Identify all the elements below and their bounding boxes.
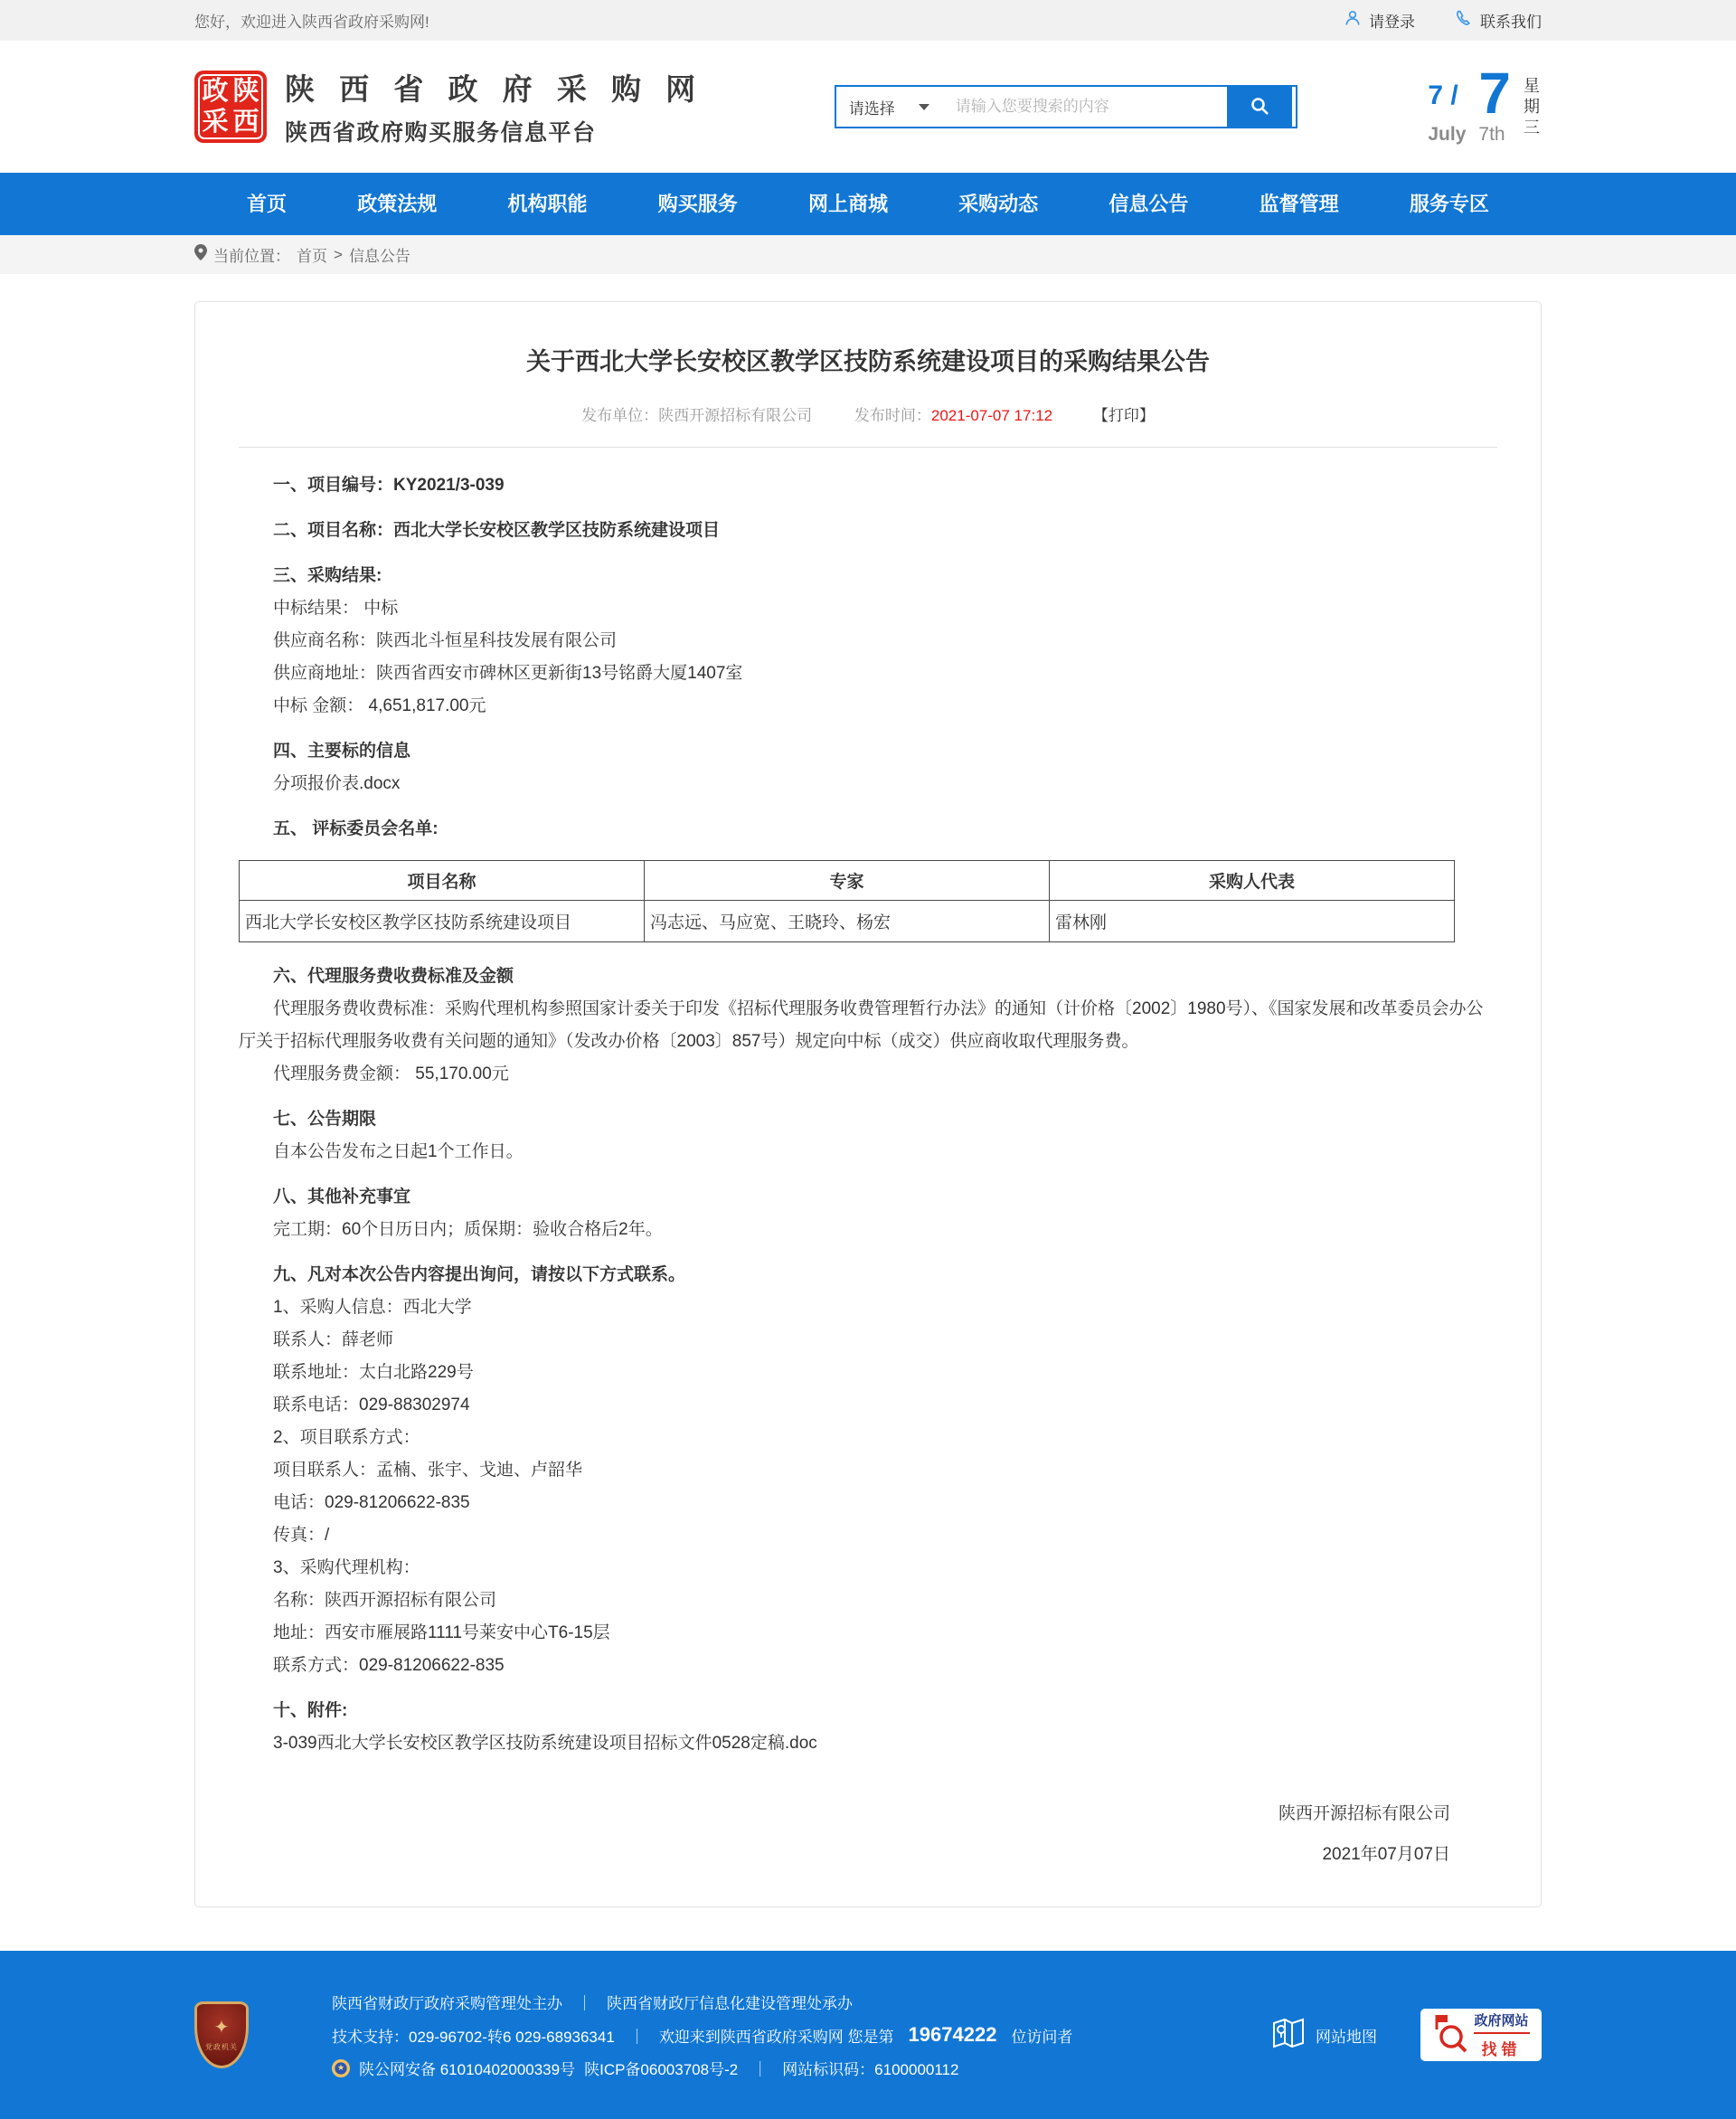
site-subtitle: 陕西省政府购买服务信息平台 bbox=[285, 120, 597, 146]
police-badge-icon: ★ bbox=[332, 2059, 350, 2077]
body-line: 联系电话：029-88302974 bbox=[273, 1395, 470, 1414]
date-day-number: 7 bbox=[1478, 61, 1511, 126]
logo-seal bbox=[194, 71, 267, 143]
login-link[interactable] bbox=[1344, 9, 1415, 32]
body-line: 自本公告发布之日起1个工作日。 bbox=[273, 1142, 524, 1161]
signature-company: 陕西开源招标有限公司 bbox=[1278, 1804, 1450, 1823]
nav-item-online-mall[interactable]: 网上商城 bbox=[807, 193, 888, 215]
article-body bbox=[239, 469, 1497, 1760]
cell-project-name: 西北大学长安校区教学区技防系统建设项目 bbox=[240, 901, 645, 942]
seal-char: 西 bbox=[232, 108, 259, 137]
login-label: 请登录 bbox=[1369, 14, 1415, 31]
footer-welcome-suffix: 位访问者 bbox=[1011, 2028, 1073, 2046]
search-input[interactable] bbox=[943, 89, 1227, 125]
print-button[interactable]: 【打印】 bbox=[1092, 407, 1155, 424]
site-footer bbox=[0, 1951, 1736, 2119]
search-select-label: 请选择 bbox=[848, 99, 895, 118]
topbar bbox=[0, 0, 1736, 41]
breadcrumb-label: 当前位置： bbox=[213, 248, 290, 265]
page-title: 关于西北大学长安校区教学区技防系统建设项目的采购结果公告 bbox=[526, 348, 1210, 375]
breadcrumb-separator: > bbox=[334, 245, 343, 263]
nav-item-announcements[interactable]: 信息公告 bbox=[1109, 193, 1189, 215]
publisher-label: 发布单位： bbox=[581, 407, 659, 424]
body-line: 2、项目联系方式： bbox=[273, 1428, 420, 1447]
attachment-link[interactable]: 3-039西北大学长安校区教学区技防系统建设项目招标文件0528定稿.doc bbox=[273, 1734, 817, 1753]
article-card bbox=[194, 301, 1542, 1907]
article-meta bbox=[239, 402, 1497, 425]
date-weekday: 星期三 bbox=[1524, 76, 1540, 137]
body-line: 3、采购代理机构： bbox=[273, 1558, 420, 1577]
signature-date: 2021年07月07日 bbox=[1322, 1845, 1450, 1864]
breadcrumb-home[interactable]: 首页 bbox=[297, 248, 327, 265]
section-heading: 六、代理服务费收费标准及金额 bbox=[273, 967, 514, 986]
col-header-experts: 专家 bbox=[645, 861, 1050, 901]
emblem-icon: ✦ bbox=[213, 2017, 230, 2038]
main-nav bbox=[0, 173, 1736, 235]
date-day-en: 7th bbox=[1478, 124, 1505, 145]
error-badge-line1: 政府网站 bbox=[1474, 2013, 1529, 2029]
date-month-slash: 7 / bbox=[1428, 80, 1458, 110]
body-line: 传真：/ bbox=[273, 1526, 330, 1545]
nav-item-policies[interactable]: 政策法规 bbox=[357, 193, 438, 215]
site-header bbox=[0, 41, 1736, 173]
welcome-text: 您好，欢迎进入陕西省政府采购网! bbox=[194, 14, 429, 31]
footer-icp-record[interactable]: 陕ICP备06003708号-2 bbox=[584, 2061, 739, 2078]
nav-item-supervision[interactable]: 监督管理 bbox=[1259, 193, 1339, 215]
publisher-value: 陕西开源招标有限公司 bbox=[658, 407, 813, 424]
body-line: 中标 金额： 4,651,817.00元 bbox=[273, 696, 486, 715]
section-heading: 四、主要标的信息 bbox=[273, 742, 411, 761]
visitor-count: 19674222 bbox=[908, 2023, 997, 2046]
section-heading: 三、采购结果: bbox=[273, 566, 382, 585]
sitemap-label: 网站地图 bbox=[1316, 2028, 1377, 2046]
body-line: 供应商名称：陕西北斗恒星科技发展有限公司 bbox=[273, 631, 618, 650]
site-logo[interactable] bbox=[194, 66, 703, 147]
search-box bbox=[835, 85, 1297, 128]
footer-divider: ｜ bbox=[752, 2061, 769, 2078]
error-badge-line2: 找错 bbox=[1481, 2041, 1522, 2058]
footer-divider: ｜ bbox=[628, 2028, 645, 2046]
section-heading: 十、附件: bbox=[273, 1701, 348, 1720]
breadcrumb bbox=[0, 235, 1736, 274]
footer-line-2 bbox=[332, 2023, 1072, 2047]
contact-link[interactable] bbox=[1455, 9, 1542, 32]
error-report-icon bbox=[1433, 2013, 1467, 2058]
seal-char: 采 bbox=[202, 108, 229, 137]
body-line: 1、采购人信息：西北大学 bbox=[273, 1298, 472, 1317]
contact-label: 联系我们 bbox=[1480, 14, 1542, 31]
breadcrumb-current: 信息公告 bbox=[348, 248, 410, 265]
footer-site-code: 网站标识码：6100000112 bbox=[782, 2061, 959, 2078]
footer-tech-support: 技术支持：029-96702-转6 029-68936341 bbox=[332, 2028, 615, 2046]
nav-item-home[interactable]: 首页 bbox=[247, 193, 288, 215]
nav-item-service-zone[interactable]: 服务专区 bbox=[1409, 193, 1489, 215]
location-pin-icon bbox=[194, 244, 207, 265]
sitemap-icon bbox=[1269, 2014, 1307, 2057]
body-line: 代理服务费收费标准：采购代理机构参照国家计委关于印发《招标代理服务收费管理暂行办法》的通知（计价格〔2002〕1980号）、《国家发展和改革委员会办公厅关于招标代理服务收费有关问题的通知》（发改办价格〔2003〕857号）规定向中标（成交）供应商收取代理服务费。 bbox=[239, 999, 1484, 1051]
search-category-select[interactable] bbox=[836, 96, 943, 118]
cell-buyer-rep: 雷林刚 bbox=[1050, 901, 1455, 942]
seal-char: 政 bbox=[202, 77, 229, 106]
bid-file-link[interactable]: 分项报价表.docx bbox=[273, 774, 401, 793]
body-line: 项目联系人：孟楠、张宇、戈迪、卢韶华 bbox=[273, 1461, 583, 1480]
error-report-badge[interactable] bbox=[1420, 2009, 1542, 2061]
publish-time-label: 发布时间： bbox=[854, 407, 931, 424]
section-heading: 八、其他补充事宜 bbox=[273, 1187, 411, 1206]
body-line: 电话：029-81206622-835 bbox=[273, 1493, 470, 1512]
section-heading: 五、 评标委员会名单: bbox=[273, 819, 439, 838]
body-line: 中标结果： 中标 bbox=[273, 599, 399, 618]
footer-welcome-prefix: 欢迎来到陕西省政府采购网 您是第 bbox=[658, 2028, 894, 2046]
table-header-row bbox=[240, 861, 1455, 901]
section-heading: 九、凡对本次公告内容提出询问，请按以下方式联系。 bbox=[273, 1265, 686, 1284]
body-line: 完工期：60个日历日内；质保期：验收合格后2年。 bbox=[273, 1220, 663, 1239]
footer-line-1 bbox=[332, 1991, 1072, 2013]
footer-security-record[interactable]: 陕公网安备 61010402000339号 bbox=[359, 2061, 576, 2078]
body-line: 联系地址：太白北路229号 bbox=[273, 1363, 474, 1382]
footer-organizer: 陕西省财政厅信息化建设管理处承办 bbox=[607, 1995, 853, 2012]
body-line: 供应商地址：陕西省西安市碑林区更新街13号铭爵大厦1407室 bbox=[273, 664, 743, 683]
footer-host: 陕西省财政厅政府采购管理处主办 bbox=[332, 1995, 562, 2012]
date-month-en: July bbox=[1428, 124, 1467, 145]
body-line: 代理服务费金额： 55,170.00元 bbox=[273, 1064, 509, 1083]
phone-icon bbox=[1455, 9, 1473, 32]
section-heading: 一、项目编号：KY2021/3-039 bbox=[273, 476, 505, 495]
cell-experts: 冯志远、马应宽、王晓玲、杨宏 bbox=[645, 901, 1050, 942]
publish-time-value: 2021-07-07 17:12 bbox=[930, 407, 1053, 424]
col-header-project: 项目名称 bbox=[240, 861, 645, 901]
search-icon bbox=[1249, 95, 1270, 119]
footer-line-3 bbox=[332, 2057, 1072, 2079]
body-line: 联系人：薛老师 bbox=[273, 1330, 394, 1349]
error-badge-divider bbox=[1474, 2032, 1530, 2034]
nav-item-purchase-services[interactable]: 购买服务 bbox=[657, 193, 738, 215]
body-line: 联系方式：029-81206622-835 bbox=[273, 1656, 505, 1675]
col-header-buyer-rep: 采购人代表 bbox=[1050, 861, 1455, 901]
party-government-emblem bbox=[194, 2001, 249, 2068]
sitemap-link[interactable] bbox=[1269, 2014, 1377, 2057]
committee-table bbox=[239, 860, 1455, 942]
emblem-label: 党政机关 bbox=[205, 2042, 238, 2051]
section-heading: 二、项目名称：西北大学长安校区教学区技防系统建设项目 bbox=[273, 521, 721, 540]
site-title: 陕 西 省 政 府 采 购 网 bbox=[285, 72, 704, 106]
table-row bbox=[240, 901, 1455, 942]
nav-item-procurement-news[interactable]: 采购动态 bbox=[958, 193, 1039, 215]
nav-item-functions[interactable]: 机构职能 bbox=[507, 193, 588, 215]
body-line: 名称：陕西开源招标有限公司 bbox=[273, 1591, 497, 1610]
user-icon bbox=[1344, 9, 1362, 32]
chevron-down-icon bbox=[919, 104, 929, 110]
date-widget bbox=[1428, 61, 1542, 146]
meta-divider bbox=[239, 447, 1497, 448]
body-line: 地址：西安市雁展路1111号莱安中心T6-15层 bbox=[273, 1623, 610, 1642]
section-heading: 七、公告期限 bbox=[273, 1110, 377, 1129]
seal-char: 陕 bbox=[232, 77, 259, 106]
signature bbox=[239, 1800, 1497, 1865]
search-button[interactable] bbox=[1227, 87, 1292, 127]
footer-divider: ｜ bbox=[577, 1995, 592, 2012]
